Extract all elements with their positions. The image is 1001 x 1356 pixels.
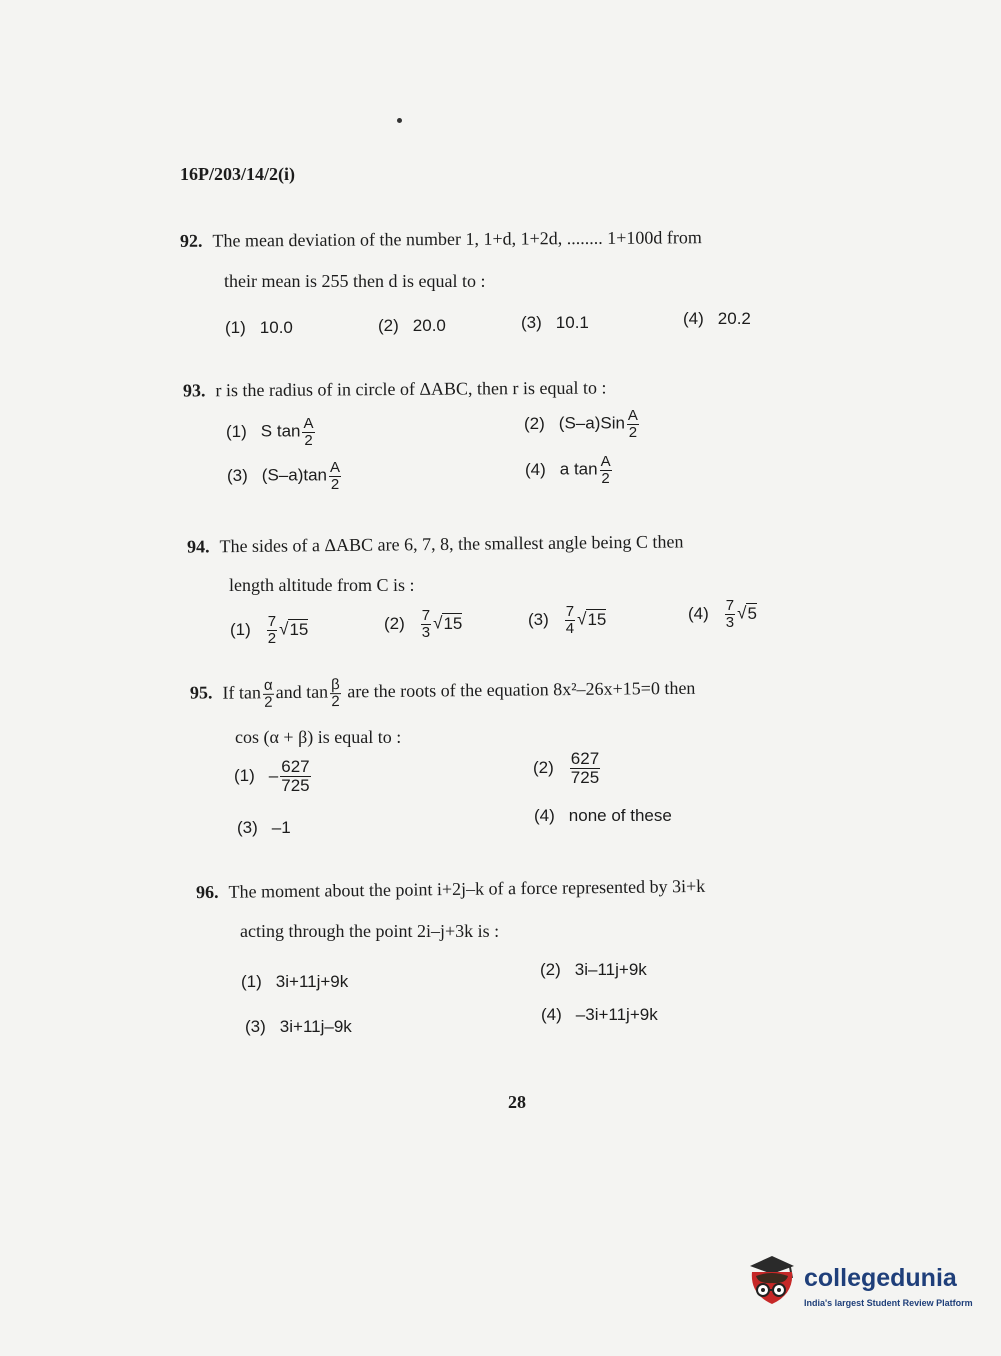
q95-option-4[interactable]: (4) none of these [534,806,672,825]
question-92-line2: their mean is 255 then d is equal to : [224,271,486,291]
question-text: The sides of a ΔABC are 6, 7, 8, the smallest angle being C then [219,531,684,557]
question-number: 94. [186,536,210,557]
q96-option-1[interactable]: (1) 3i+11j+9k [241,972,349,991]
q93-option-4[interactable]: (4) a tan $\frac{A}{2}$ [525,453,611,487]
question-94 [187,532,684,555]
q96-option-4[interactable]: (4) –3i+11j+9k [541,1005,658,1024]
q96-option-3[interactable]: (3) 3i+11j–9k [245,1017,352,1036]
q93-option-2[interactable]: (2) (S–a)Sin $\frac{A}{2}$ [524,407,638,441]
ink-dot [397,118,402,123]
q95-option-3[interactable]: (3) –1 [237,818,291,837]
question-95: 95. If tan $\frac{\alpha}{2}$ and tan $\frac{\beta}{2}$ are the roots of the equation 8x²–26x+15=0 then [189,676,696,711]
question-92 [180,228,702,250]
question-96 [196,877,705,901]
question-text: r is the radius of in circle of ΔABC, then r is equal to : [215,377,607,401]
paper-code: 16P/203/14/2(i) [180,164,295,184]
q92-option-4[interactable]: (4) 20.2 [683,309,751,328]
student-mascot-icon [742,1250,802,1310]
question-96-line2: acting through the point 2i–j+3k is : [240,921,500,941]
q94-option-1[interactable]: (1) $\frac{7}{2}$ √15 [230,613,309,647]
question-number: 92. [179,230,203,251]
q96-option-2[interactable]: (2) 3i–11j+9k [540,960,647,979]
q92-option-3[interactable]: (3) 10.1 [521,313,589,332]
question-number: 93. [182,380,206,401]
q92-option-1[interactable]: (1) 10.0 [225,318,293,337]
q94-option-3[interactable]: (3) $\frac{7}{4}$ √15 [528,603,607,637]
q95-option-1[interactable]: (1) – $\frac{627}{725}$ [234,757,310,795]
q94-option-2[interactable]: (2) $\frac{7}{3}$ √15 [384,607,463,641]
brand-name: collegedunia [804,1264,957,1292]
q92-option-2[interactable]: (2) 20.0 [378,316,446,335]
question-number: 96. [195,881,219,903]
q93-option-1[interactable]: (1) S tan $\frac{A}{2}$ [226,415,314,449]
question-text: The moment about the point i+2j–k of a force represented by 3i+k [228,875,706,902]
q95-option-2[interactable]: (2) $\frac{627}{725}$ [533,749,600,787]
question-94-line2: length altitude from C is : [229,575,415,595]
question-text: The mean deviation of the number 1, 1+d, 1+2d, ........ 1+100d from [212,227,702,251]
question-93 [183,379,607,400]
q93-option-3[interactable]: (3) (S–a)tan $\frac{A}{2}$ [227,459,340,493]
brand-tagline: India's largest Student Review Platform [804,1298,973,1308]
page-number: 28 [508,1092,526,1112]
q94-option-4[interactable]: (4) $\frac{7}{3}$ √5 [688,597,757,631]
question-number: 95. [189,682,213,704]
question-95-line2: cos (α + β) is equal to : [235,727,402,747]
watermark-logo [742,1250,972,1312]
